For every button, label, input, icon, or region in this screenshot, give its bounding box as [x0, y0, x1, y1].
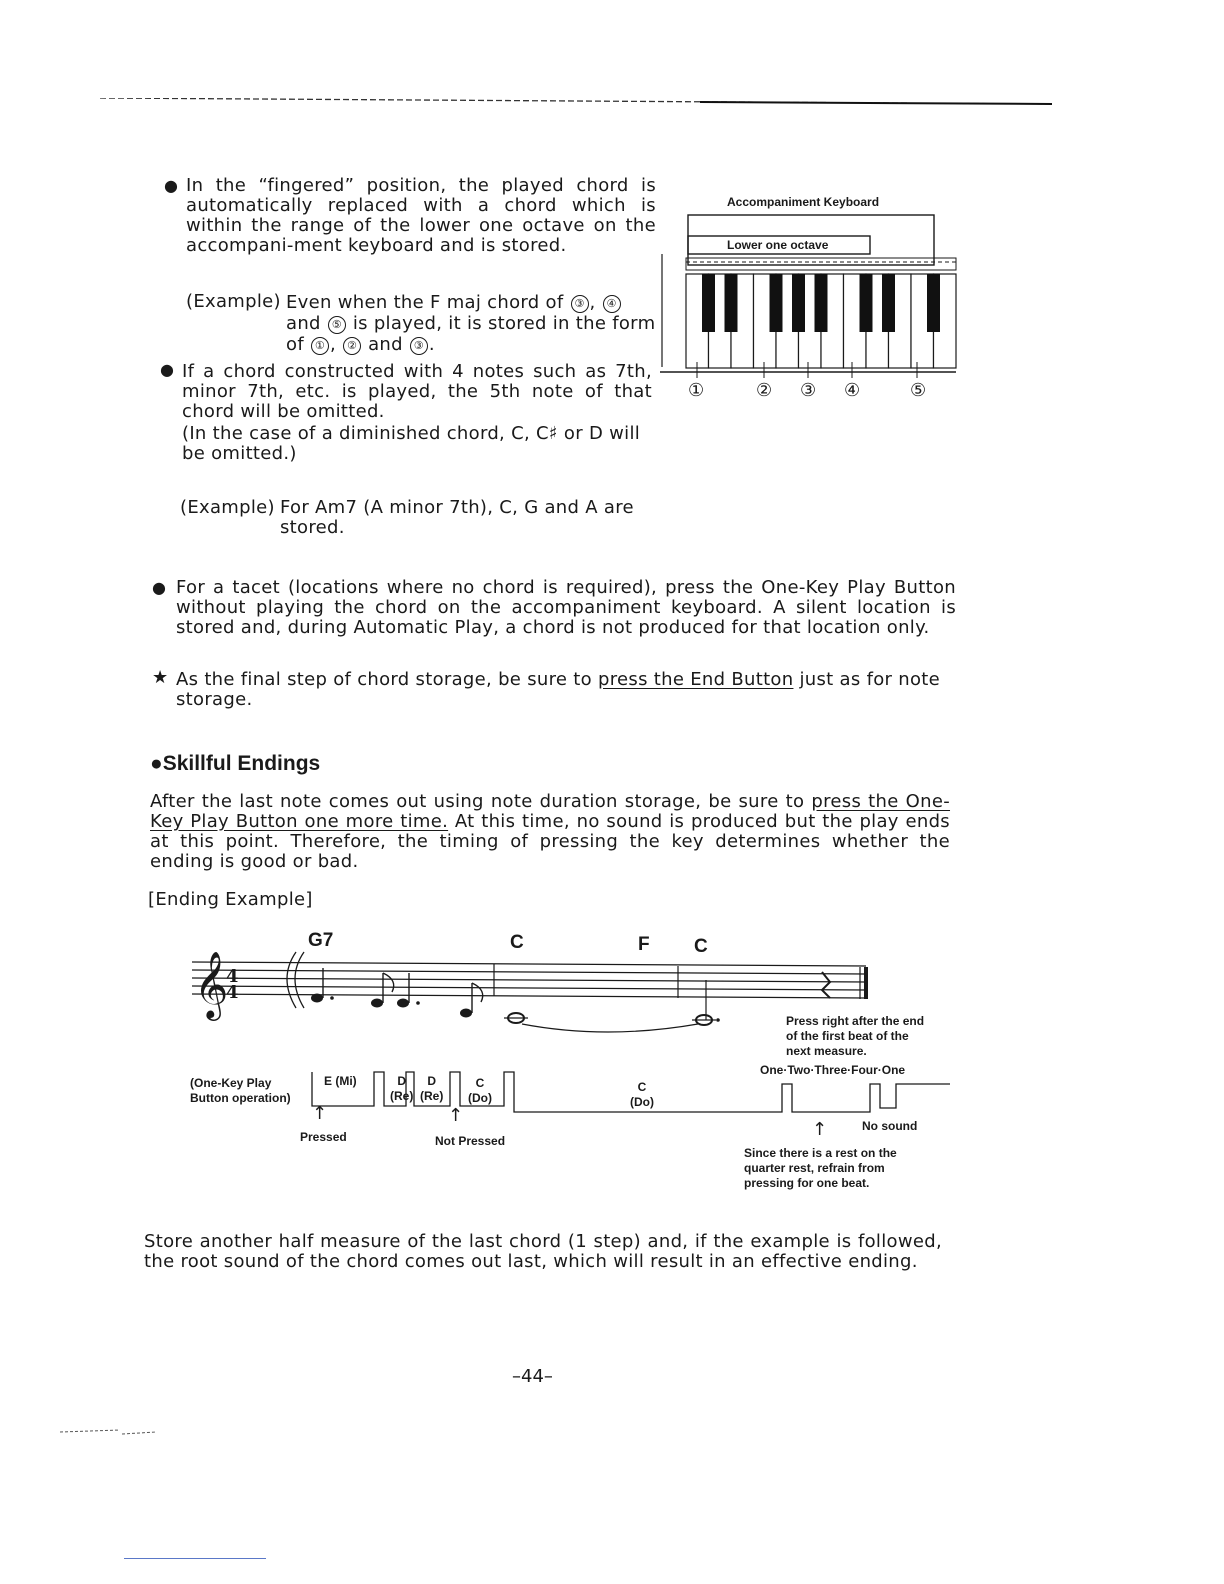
chord-f: F [638, 934, 650, 955]
scan-artifact-line [124, 1558, 266, 1559]
black-key [770, 274, 783, 332]
star-icon: ★ [152, 667, 169, 688]
black-key [927, 274, 940, 332]
marker-2: ② [756, 380, 773, 401]
black-key [792, 274, 805, 332]
skillful-paragraph: After the last note comes out using note duration storage, be sure to press the One-Key Play Button one more time. At this time, no sound is produced but the play ends at this point. Therefore, the timing of pressing the key determines whether the ending is good or bad. [150, 791, 951, 872]
bullet-dot-icon: ● [150, 752, 163, 775]
bullet-dot: ● [164, 176, 178, 195]
diminished-paragraph: (In the case of a diminished chord, C, C♯ or D will be omitted.) [182, 423, 641, 464]
tacet-paragraph: For a tacet (locations where no chord is required), press the One-Key Play Button without playing the chord on the accompaniment keyboard. A silent location is stored and, during Automatic Play, a chord is not produced for that location only. [176, 577, 956, 638]
not-pressed-label: Not Pressed [435, 1134, 506, 1148]
svg-text:𝄞: 𝄞 [194, 950, 229, 1018]
note-label-d2: D (Re) [420, 1074, 444, 1103]
marker-4: ④ [844, 380, 861, 401]
section-heading: ●Skillful Endings [150, 752, 321, 775]
marker-1: ① [688, 380, 705, 401]
marker-3: ③ [800, 380, 817, 401]
note-label-e: E (Mi) [324, 1074, 357, 1088]
not-pressed-arrow-icon: ↑ [448, 1105, 464, 1126]
rest-arrow-icon: ↑ [812, 1119, 828, 1140]
black-key [860, 274, 873, 332]
black-key [702, 274, 715, 332]
no-sound-label: No sound [862, 1119, 918, 1133]
chord-g7: G7 [308, 930, 334, 951]
music-staff [186, 948, 886, 1038]
black-key [815, 274, 828, 332]
chord-c: C [510, 932, 524, 953]
note-label-c1: C (Do) [468, 1076, 492, 1105]
fingered-paragraph: In the “fingered” position, the played chord is automatically replaced with a chord which is within the range of the lower one octave on the accompani-ment keyboard and is stored. [186, 175, 656, 256]
note-label-d1: D (Re) [390, 1074, 414, 1103]
page-number: –44– [512, 1366, 553, 1387]
scan-artifact [60, 1428, 160, 1448]
example-label: (Example) [180, 497, 275, 518]
count-label: One·Two·Three·Four·One [760, 1063, 906, 1077]
ending-example-label: [Ending Example] [148, 889, 313, 910]
bullet-dot: ● [152, 578, 166, 597]
chord-c-final: C [694, 936, 708, 957]
marker-5: ⑤ [910, 380, 927, 401]
rest-note: Since there is a rest on the quarter rest, refrain from pressing for one beat. [744, 1146, 897, 1190]
example1-text: Even when the F maj chord of ③ , ④ and ⑤ is played, it is stored in the form of ① , ② and ③ . [286, 292, 656, 355]
bullet-dot: ● [160, 360, 174, 379]
pressed-arrow-icon: ↑ [312, 1103, 328, 1124]
example-label: (Example) [186, 291, 281, 312]
black-key [725, 274, 738, 332]
svg-text:4: 4 [226, 982, 239, 1003]
closing-paragraph: Store another half measure of the last chord (1 step) and, if the example is followed, the root sound of the chord comes out last, which will result in an effective ending. [144, 1231, 942, 1272]
top-rule [100, 98, 1052, 108]
operation-label: (One-Key Play Button operation) [190, 1076, 291, 1105]
keyboard-range-label: Lower one octave [727, 238, 829, 252]
example2-text: For Am7 (A minor 7th), C, G and A are stored. [280, 497, 634, 538]
note-label-c2: C (Do) [630, 1080, 654, 1109]
black-key [882, 274, 895, 332]
pressed-label: Pressed [300, 1130, 347, 1144]
press-note: Press right after the end of the first beat of the next measure. [786, 1014, 925, 1058]
four-note-paragraph: If a chord constructed with 4 notes such as 7th, minor 7th, etc. is played, the 5th note of that chord will be omitted. [182, 361, 652, 422]
final-step-paragraph: As the final step of chord storage, be sure to press the End Button just as for note storage. [176, 669, 941, 710]
keyboard-title: Accompaniment Keyboard [727, 195, 880, 209]
svg-text:4: 4 [226, 966, 239, 987]
